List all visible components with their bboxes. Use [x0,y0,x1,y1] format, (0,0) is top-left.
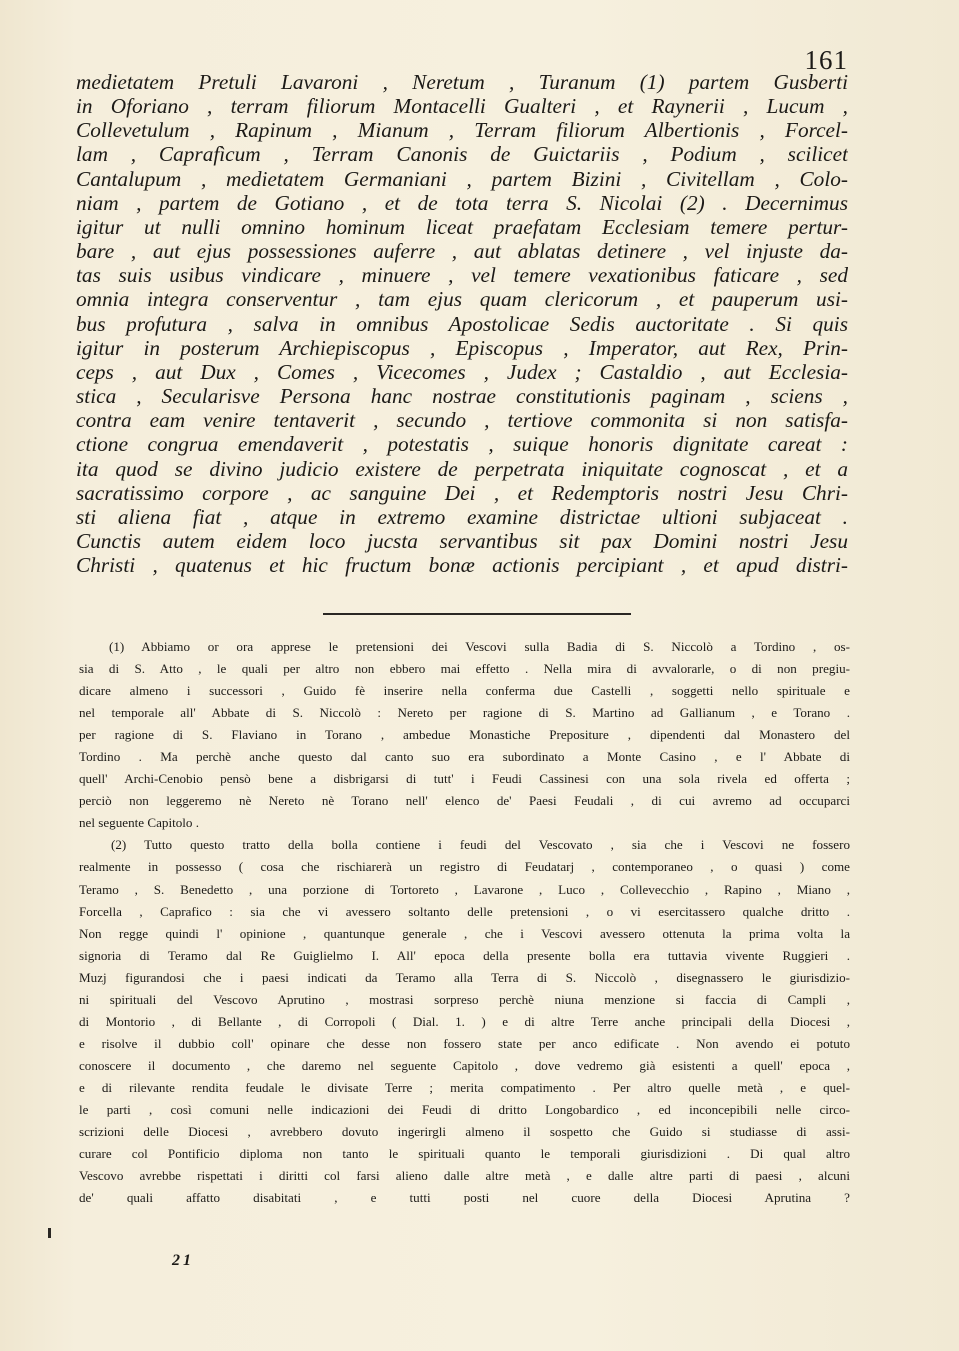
footnote-line: perciò non leggeremo nè Nereto nè Torano nell' elenco de' Paesi Feudali , di cui avremo ad occuparci [79,793,850,809]
text-line: ceps , aut Dux , Comes , Vicecomes , Judex ; Castaldio , aut Ecclesia- [76,359,848,384]
text-line: ctione congrua emendaverit , potestatis , suique honoris dignitate careat : [76,432,848,457]
footnote-line: conoscere il documento , che daremo nel seguente Capitolo , dove vedremo già esistenti a quell' epoca , [79,1057,850,1073]
footnote-line: Tordino . Ma perchè anche questo dal canto suo era subordinato a Monte Casino , e l' Abbate di [79,749,850,765]
footnote-line: curare col Pontificio diploma non tanto le spirituali quanto le temporali giurisdizioni . Di qual altro [79,1146,850,1162]
footnote-line: nel seguente Capitolo . [79,815,199,831]
text-line: bare , aut ejus possessiones auferre , aut ablatas detinere , vel injuste da- [76,239,848,264]
footnote-line: e risolve il dubbio coll' opinare che desse non fossero state per anco edificate . Non avendo ei potuto [79,1035,850,1051]
text-line: igitur in posterum Archiepiscopus , Episcopus , Imperator, aut Rex, Prin- [76,335,848,360]
footnotes [79,636,850,1209]
footnote-line: signoria di Teramo dal Re Guiglielmo I. All' epoca della presente bolla era tuttavia vivente Ruggieri . [79,947,850,963]
footnote-line: de' quali affatto disabitati , e tutti posti nel cuore della Diocesi Aprutina ? [79,1190,850,1206]
footnote-separator-rule [323,613,631,615]
footnote-line: Vescovo avrebbe rispettati i diritti col farsi alieno dalle altre metà , e dalle altre parti di paesi , alcuni [79,1168,850,1184]
footnote-line: realmente in possesso ( cosa che rischiarerà un registro di Feudatarj , contemporaneo , o quasi ) come [79,859,850,875]
footnote-line: sia di S. Atto , le quali per altro non ebbero mai effetto . Nella mira di avvalorarle, o di non pregiu- [79,661,850,677]
text-line: sacratissimo corpore , ac sanguine Dei , et Redemptoris nostri Jesu Chri- [76,480,848,505]
signature-mark: 21 [172,1252,194,1269]
footnote-line: Non regge quindi l' opinione , quantunque generale , che i Vescovi avessero ottenuta la prima volta la [79,925,850,941]
footnote-line: di Montorio , di Bellante , di Corropoli ( Dial. 1. ) e di altre Terre anche principali della Diocesi , [79,1013,850,1029]
footnote-line: nel temporale all' Abbate di S. Niccolò : Nereto per ragione di S. Martino ad Gallianum , e Torano . [79,705,850,721]
text-line: bus profutura , salva in omnibus Apostolicae Sedis auctoritate . Si quis [76,311,848,336]
footnote-line: ni spirituali del Vescovo Aprutino , mostrasi sorpreso perchè niuna menzione si faccia di Campli , [79,991,850,1007]
text-line: medietatem Pretuli Lavaroni , Neretum , Turanum (1) partem Gusberti [76,70,848,94]
footnote-line: e di rilevante rendita feudale le divisate Terre ; merita compatimento . Per altro quelle metà , e quel- [79,1079,850,1095]
text-line: Cunctis autem eidem loco jucsta servantibus sit pax Domini nostri Jesu [76,528,848,553]
text-line: omnia integra conserventur , tam ejus quam clericorum , et pauperum usi- [76,287,848,312]
footnote-line: Forcella , Caprafico : sia che vi avessero soltanto delle pretensioni , o vi esercitassero qualche dritto . [79,903,850,919]
footnote-line: le parti , così comuni nelle indicazioni dei Feudi di dritto Longobardico , ed inconcepibili nelle circo- [79,1101,850,1117]
text-line: stica , Secularisve Persona hanc nostrae constitutionis paginam , sciens , [76,384,848,409]
text-line: tas suis usibus vindicare , minuere , vel temere vexationibus faticare , sed [76,263,848,288]
text-line: lam , Caprafìcum , Terram Canonis de Guictariis , Podium , scilicet [76,142,848,167]
text-line: Christi , quatenus et hic fructum bonæ actionis percipiant , et apud distri- [76,553,848,578]
text-line: in Oforiano , terram filiorum Montacelli Gualteri , et Raynerii , Lucum , [76,94,848,119]
main-latin-text [76,70,848,577]
margin-mark [48,1228,51,1238]
text-line: Cantalupum , medietatem Germaniani , partem Bizini , Civitellam , Colo- [76,166,848,191]
footnote-line: (2) Tutto questo tratto della bolla contiene i feudi del Vescovato , sia che i Vescovi ne fossero [111,837,850,853]
footnote-line: per ragione di S. Flaviano in Torano , ambedue Monastiche Prepositure , dipendenti dal Monastero del [79,727,850,743]
footnote-line: scrizioni delle Diocesi , avrebbero dovuto ingerirgli almeno il sospetto che Guido si studiasse di assi- [79,1124,850,1140]
footnote-line: Muzj figurandosi che i paesi indicati da Teramo alla Terra di S. Niccolò , disegnassero le giurisdizio- [79,969,850,985]
page-number: 161 [804,45,848,75]
text-line: Collevetulum , Rapinum , Mianum , Terram filiorum Albertionis , Forcel- [76,118,848,143]
text-line: igitur ut nulli omnino hominum liceat praefatam Ecclesiam temere pertur- [76,214,848,239]
footnote-line: quell' Archi-Cenobio pensò bene a disbrigarsi di tutt' i Feudi Cassinesi con una sola rivela ed offerta ; [79,771,850,787]
text-line: sti aliena fiat , atque in extremo examine districtae ultioni subjaceat . [76,504,848,529]
footnote-line: Teramo , S. Benedetto , una porzione di Tortoreto , Lavarone , Luco , Collevecchio , Rapino , Miano , [79,881,850,897]
text-line: contra eam venire tentaverit , secundo , tertiove commonita si non satisfa- [76,408,848,433]
text-line: ita quod se divino judicio existere de perpetrata iniquitate cognoscat , et a [76,456,848,481]
footnote-line: dicare almeno i successori , Guido fè inserire nella conferma due Castelli , soggetti nello spirituale e [79,683,850,699]
text-line: niam , partem de Gotiano , et de tota terra S. Nicolai (2) . Decernimus [76,190,848,215]
footnote-line: (1) Abbiamo or ora apprese le pretensioni dei Vescovi sulla Badia di S. Niccolò a Tordino , os- [109,639,850,654]
